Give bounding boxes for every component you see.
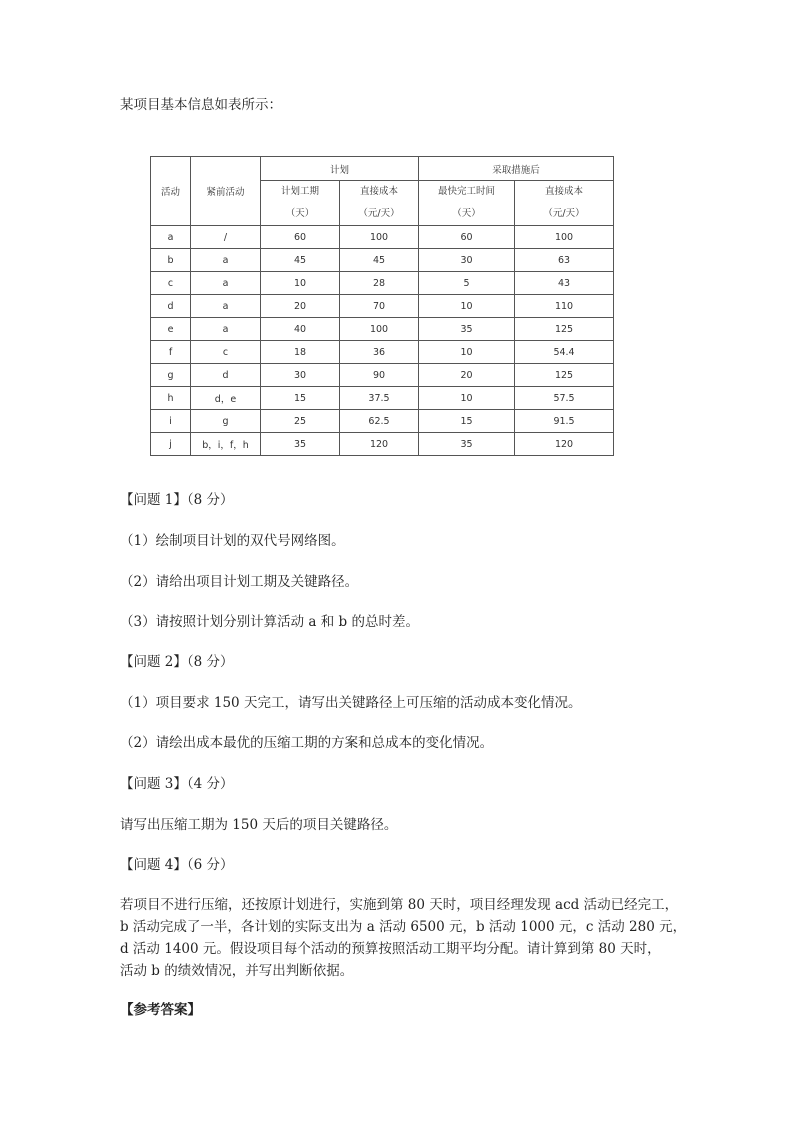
table-cell: 5	[419, 272, 515, 295]
q1-title: 【问题 1】（8 分）	[120, 492, 234, 508]
table-row	[151, 364, 614, 387]
table-cell: 28	[340, 272, 419, 295]
header-plan-cost: 直接成本 （元/天）	[340, 181, 419, 226]
header-group-after: 采取措施后	[419, 157, 614, 181]
table-cell: 125	[515, 364, 614, 387]
table-cell: h	[151, 387, 191, 410]
table-row	[151, 249, 614, 272]
table-cell: 37.5	[340, 387, 419, 410]
table-cell: a	[151, 226, 191, 249]
activity-table	[150, 156, 614, 456]
table-cell: b	[151, 249, 191, 272]
table-cell: 91.5	[515, 410, 614, 433]
table-row	[151, 410, 614, 433]
table-cell: 35	[419, 433, 515, 456]
table-cell: b，i，f，h	[191, 433, 261, 456]
q1-item-1: （1）绘制项目计划的双代号网络图。	[120, 533, 345, 549]
table-cell: 54.4	[515, 341, 614, 364]
table-cell: a	[191, 318, 261, 341]
table-cell: 120	[515, 433, 614, 456]
table-cell: a	[191, 249, 261, 272]
table-cell: 57.5	[515, 387, 614, 410]
table-row	[151, 226, 614, 249]
table-cell: 100	[340, 318, 419, 341]
table-cell: g	[151, 364, 191, 387]
table-cell: 25	[261, 410, 340, 433]
table-cell: 18	[261, 341, 340, 364]
q3-text: 请写出压缩工期为 150 天后的项目关键路径。	[120, 817, 398, 833]
table-cell: 20	[419, 364, 515, 387]
table-cell: 100	[515, 226, 614, 249]
table-cell: a	[191, 272, 261, 295]
q3-title: 【问题 3】（4 分）	[120, 776, 234, 792]
table-cell: 30	[261, 364, 340, 387]
q4-line-4: 活动 b 的绩效情况，并写出判断依据。	[120, 963, 354, 979]
table-cell: d	[151, 295, 191, 318]
table-cell: c	[151, 272, 191, 295]
table-cell: 40	[261, 318, 340, 341]
table-cell: j	[151, 433, 191, 456]
q2-title: 【问题 2】（8 分）	[120, 654, 234, 670]
table-cell: 45	[261, 249, 340, 272]
table-cell: e	[151, 318, 191, 341]
table-cell: 10	[419, 295, 515, 318]
table-cell: 110	[515, 295, 614, 318]
q4-title: 【问题 4】（6 分）	[120, 857, 234, 873]
table-cell: d，e	[191, 387, 261, 410]
header-after-cost: 直接成本 （元/天）	[515, 181, 614, 226]
table-cell: i	[151, 410, 191, 433]
q1-item-2: （2）请给出项目计划工期及关键路径。	[120, 574, 359, 590]
table-cell: 20	[261, 295, 340, 318]
header-fastest-time: 最快完工时间 （天）	[419, 181, 515, 226]
q4-line-3: d 活动 1400 元。假设项目每个活动的预算按照活动工期平均分配。请计算到第 80 天时，	[120, 941, 661, 957]
q4-line-1: 若项目不进行压缩，还按原计划进行，实施到第 80 天时，项目经理发现 acd 活动已经完工，	[120, 897, 679, 913]
q1-item-3: （3）请按照计划分别计算活动 a 和 b 的总时差。	[120, 614, 419, 630]
q2-item-1: （1）项目要求 150 天完工，请写出关键路径上可压缩的活动成本变化情况。	[120, 695, 582, 711]
table-row	[151, 341, 614, 364]
table-cell: 15	[419, 410, 515, 433]
table-row	[151, 433, 614, 456]
table-cell: d	[191, 364, 261, 387]
answer-title: 【参考答案】	[120, 1002, 201, 1018]
table-cell: 120	[340, 433, 419, 456]
table-cell: 60	[419, 226, 515, 249]
table-cell: 62.5	[340, 410, 419, 433]
table-cell: g	[191, 410, 261, 433]
table-row	[151, 272, 614, 295]
header-group-plan: 计划	[261, 157, 419, 181]
header-plan-duration: 计划工期 （天）	[261, 181, 340, 226]
table-cell: 125	[515, 318, 614, 341]
table-cell: 15	[261, 387, 340, 410]
table-cell: 10	[419, 341, 515, 364]
table-cell: 10	[261, 272, 340, 295]
table-cell: 70	[340, 295, 419, 318]
table-cell: /	[191, 226, 261, 249]
table-cell: f	[151, 341, 191, 364]
table-cell: 45	[340, 249, 419, 272]
table-cell: 90	[340, 364, 419, 387]
q2-item-2: （2）请绘出成本最优的压缩工期的方案和总成本的变化情况。	[120, 735, 494, 751]
table-cell: 36	[340, 341, 419, 364]
header-predecessor: 紧前活动	[191, 157, 261, 226]
table-cell: 43	[515, 272, 614, 295]
table-row	[151, 318, 614, 341]
table-cell: 100	[340, 226, 419, 249]
table-cell: 10	[419, 387, 515, 410]
table-cell: c	[191, 341, 261, 364]
table-cell: 30	[419, 249, 515, 272]
table-cell: a	[191, 295, 261, 318]
table-cell: 35	[419, 318, 515, 341]
table-cell: 60	[261, 226, 340, 249]
table-row	[151, 387, 614, 410]
table-row	[151, 295, 614, 318]
header-activity: 活动	[151, 157, 191, 226]
intro-text: 某项目基本信息如表所示：	[120, 97, 282, 113]
q4-line-2: b 活动完成了一半，各计划的实际支出为 a 活动 6500 元，b 活动 1000 元，c 活动 280 元，	[120, 919, 687, 935]
table-cell: 63	[515, 249, 614, 272]
table-cell: 35	[261, 433, 340, 456]
